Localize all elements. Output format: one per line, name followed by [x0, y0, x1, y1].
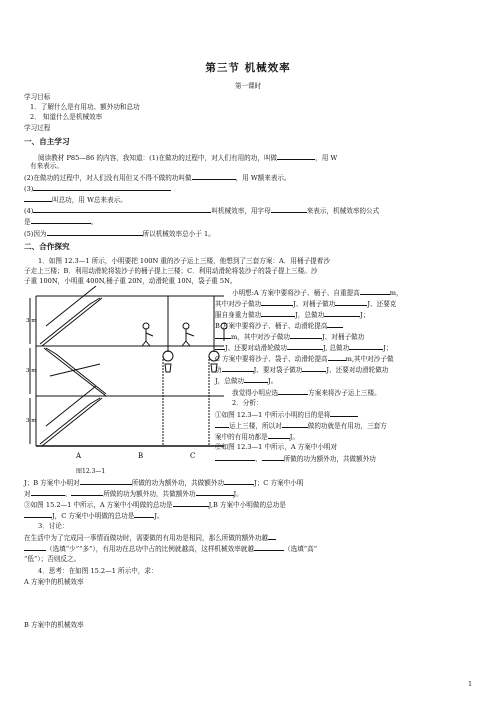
lesson-subtitle: 第一课时 [234, 82, 262, 90]
analysis-2-line-1: ②如图 12.3—1 中所示，A 方案中小明对 [215, 443, 338, 451]
goal-2: 2． 知道什么是机械效率 [30, 113, 103, 121]
self-study-line-6: 是 。 [24, 218, 98, 226]
plan-a-line-2: 其中对沙子做功 J、对桶子做功 J、还要克 [215, 300, 397, 308]
analysis-1-line-1: ①如图 12.3—1 中所示小明的目的是将 [215, 410, 358, 419]
self-study-line-4: 叫总功，用 W总来表示。 [24, 195, 127, 204]
section-2-heading: 二、合作探究 [24, 242, 70, 251]
problem-1-line-1: 1．如图 12.3—1 所示，小明要把 100N 重的沙子运上三楼，他想到了三套方案：A．用桶子提着沙 [38, 257, 330, 265]
goal-1: 1．了解什么是有用功、额外功和总功 [30, 103, 140, 111]
page-title: 第三节 机械效率 [205, 62, 291, 74]
discussion-line-3: “低”）；否则反之。 [24, 555, 81, 563]
problem-1-line-3: 子重 100N，小明重 400N,桶子重 20N，动滑轮重 10N，袋子重 5N。 [24, 277, 237, 285]
total-work-line-2: J，C 方案中小明做的总功是 J。 [24, 511, 164, 520]
plan-c-line-2: 功 J、要对袋子做功 J、还要对动滑轮做功 [215, 366, 389, 374]
plan-b-line-2: m，其中对沙子做功 J、对桶子做功 [215, 332, 364, 341]
self-study-line-1: 阅读教材 P85—86 的内容，我知道：(1)在做功的过程中，对人们有用的功，叫做 ，用 W [38, 154, 338, 162]
analysis-1-line-2: 运上三楼，所以对 做的功就是有用功，三套方 [215, 421, 387, 430]
figure-caption: 图12.3—1 [76, 468, 106, 475]
discussion-line-2: （选填“少”“多”），有用功在总功中占的比例就越高，这样机械效率就越 （选填“高” [24, 544, 317, 553]
plan-a-line-3: 服自身重力做功 J，总做功 J； [215, 311, 370, 319]
self-study-line-3: (3) [24, 184, 171, 193]
page-number: 1 [468, 681, 472, 688]
plan-a-efficiency: A 方案中的机械效率 [24, 578, 84, 586]
goals-heading: 学习目标 [24, 93, 51, 101]
plan-a-line-1: 小明想:A 方案中要将沙子、桶子、自重提高 m， [232, 289, 403, 297]
height-label-2: 3 m [26, 368, 37, 374]
height-label-3: 3 m [26, 418, 37, 424]
figure-label-c: C [190, 452, 196, 460]
section-1-heading: 一、自主学习 [24, 137, 70, 146]
plan-b-line-3: J、还要对动滑轮做功 J, 总做功 J； [215, 343, 392, 352]
analysis-1-line-3: 案中的有用功都是 J。 [215, 433, 299, 441]
problem-1-line-2: 子走上三楼；B．利用动滑轮将装沙子的桶子提上三楼；C．利用动滑轮将装沙子的袋子提上三楼。沙 [24, 267, 318, 275]
stairs-pulley-figure [26, 286, 231, 466]
choice-line: 我觉得小明应选 方案来将沙子运上三楼。 [232, 389, 381, 397]
plan-b-line-1: B 方案中要将沙子、桶子、动滑轮提高 [215, 321, 343, 330]
discussion-line-1: 在生活中为了完成同一事情而做功时，需要做的有用功是相同，那么所做的额外功越 [24, 533, 276, 542]
extra-work-line-2: 对 、 所做的功为额外功，共做额外功 J。 [24, 490, 243, 498]
self-study-line-5: (4) 叫机械效率，用字母 来表示，机械效率的公式 [24, 207, 380, 215]
self-study-line-1c: 有来表示。 [30, 162, 63, 170]
analysis-heading: 2．分析： [232, 399, 263, 407]
figure-label-a: A [76, 452, 82, 460]
plan-c-line-1: C 方案中要将沙子、袋子、动滑轮提高 m,其中对沙子做 [215, 355, 394, 363]
total-work-line-1: ③如图 15.2—1 中所示，A 方案中小明做的总功是 J,B 方案中小明做的总功是 [24, 501, 286, 509]
discussion-heading: 3．讨论： [38, 522, 69, 530]
thinking-heading: 4．思考：在如图 15.2—1 所示中，求： [38, 567, 158, 575]
extra-work-line-1: J；B 方案中小明对 所做的功为额外功，共做额外功 J；C 方案中小明 [24, 479, 304, 487]
height-label-1: 3 m [26, 318, 37, 324]
plan-c-line-3: J，总做功 J。 [215, 377, 278, 385]
analysis-2-line-2: 、 所做的功为额外功，共做额外功 [215, 454, 376, 463]
process-heading: 学习过程 [24, 124, 51, 132]
plan-b-efficiency: B 方案中的机械效率 [24, 621, 84, 629]
self-study-line-2: (2)在做功的过程中，对人们没有用但又不得不做的功叫做 ，用 W额来表示。 [24, 174, 291, 182]
figure-label-b: B [138, 452, 144, 460]
self-study-line-7: (5)因为 所以机械效率总小于 1。 [24, 230, 215, 238]
